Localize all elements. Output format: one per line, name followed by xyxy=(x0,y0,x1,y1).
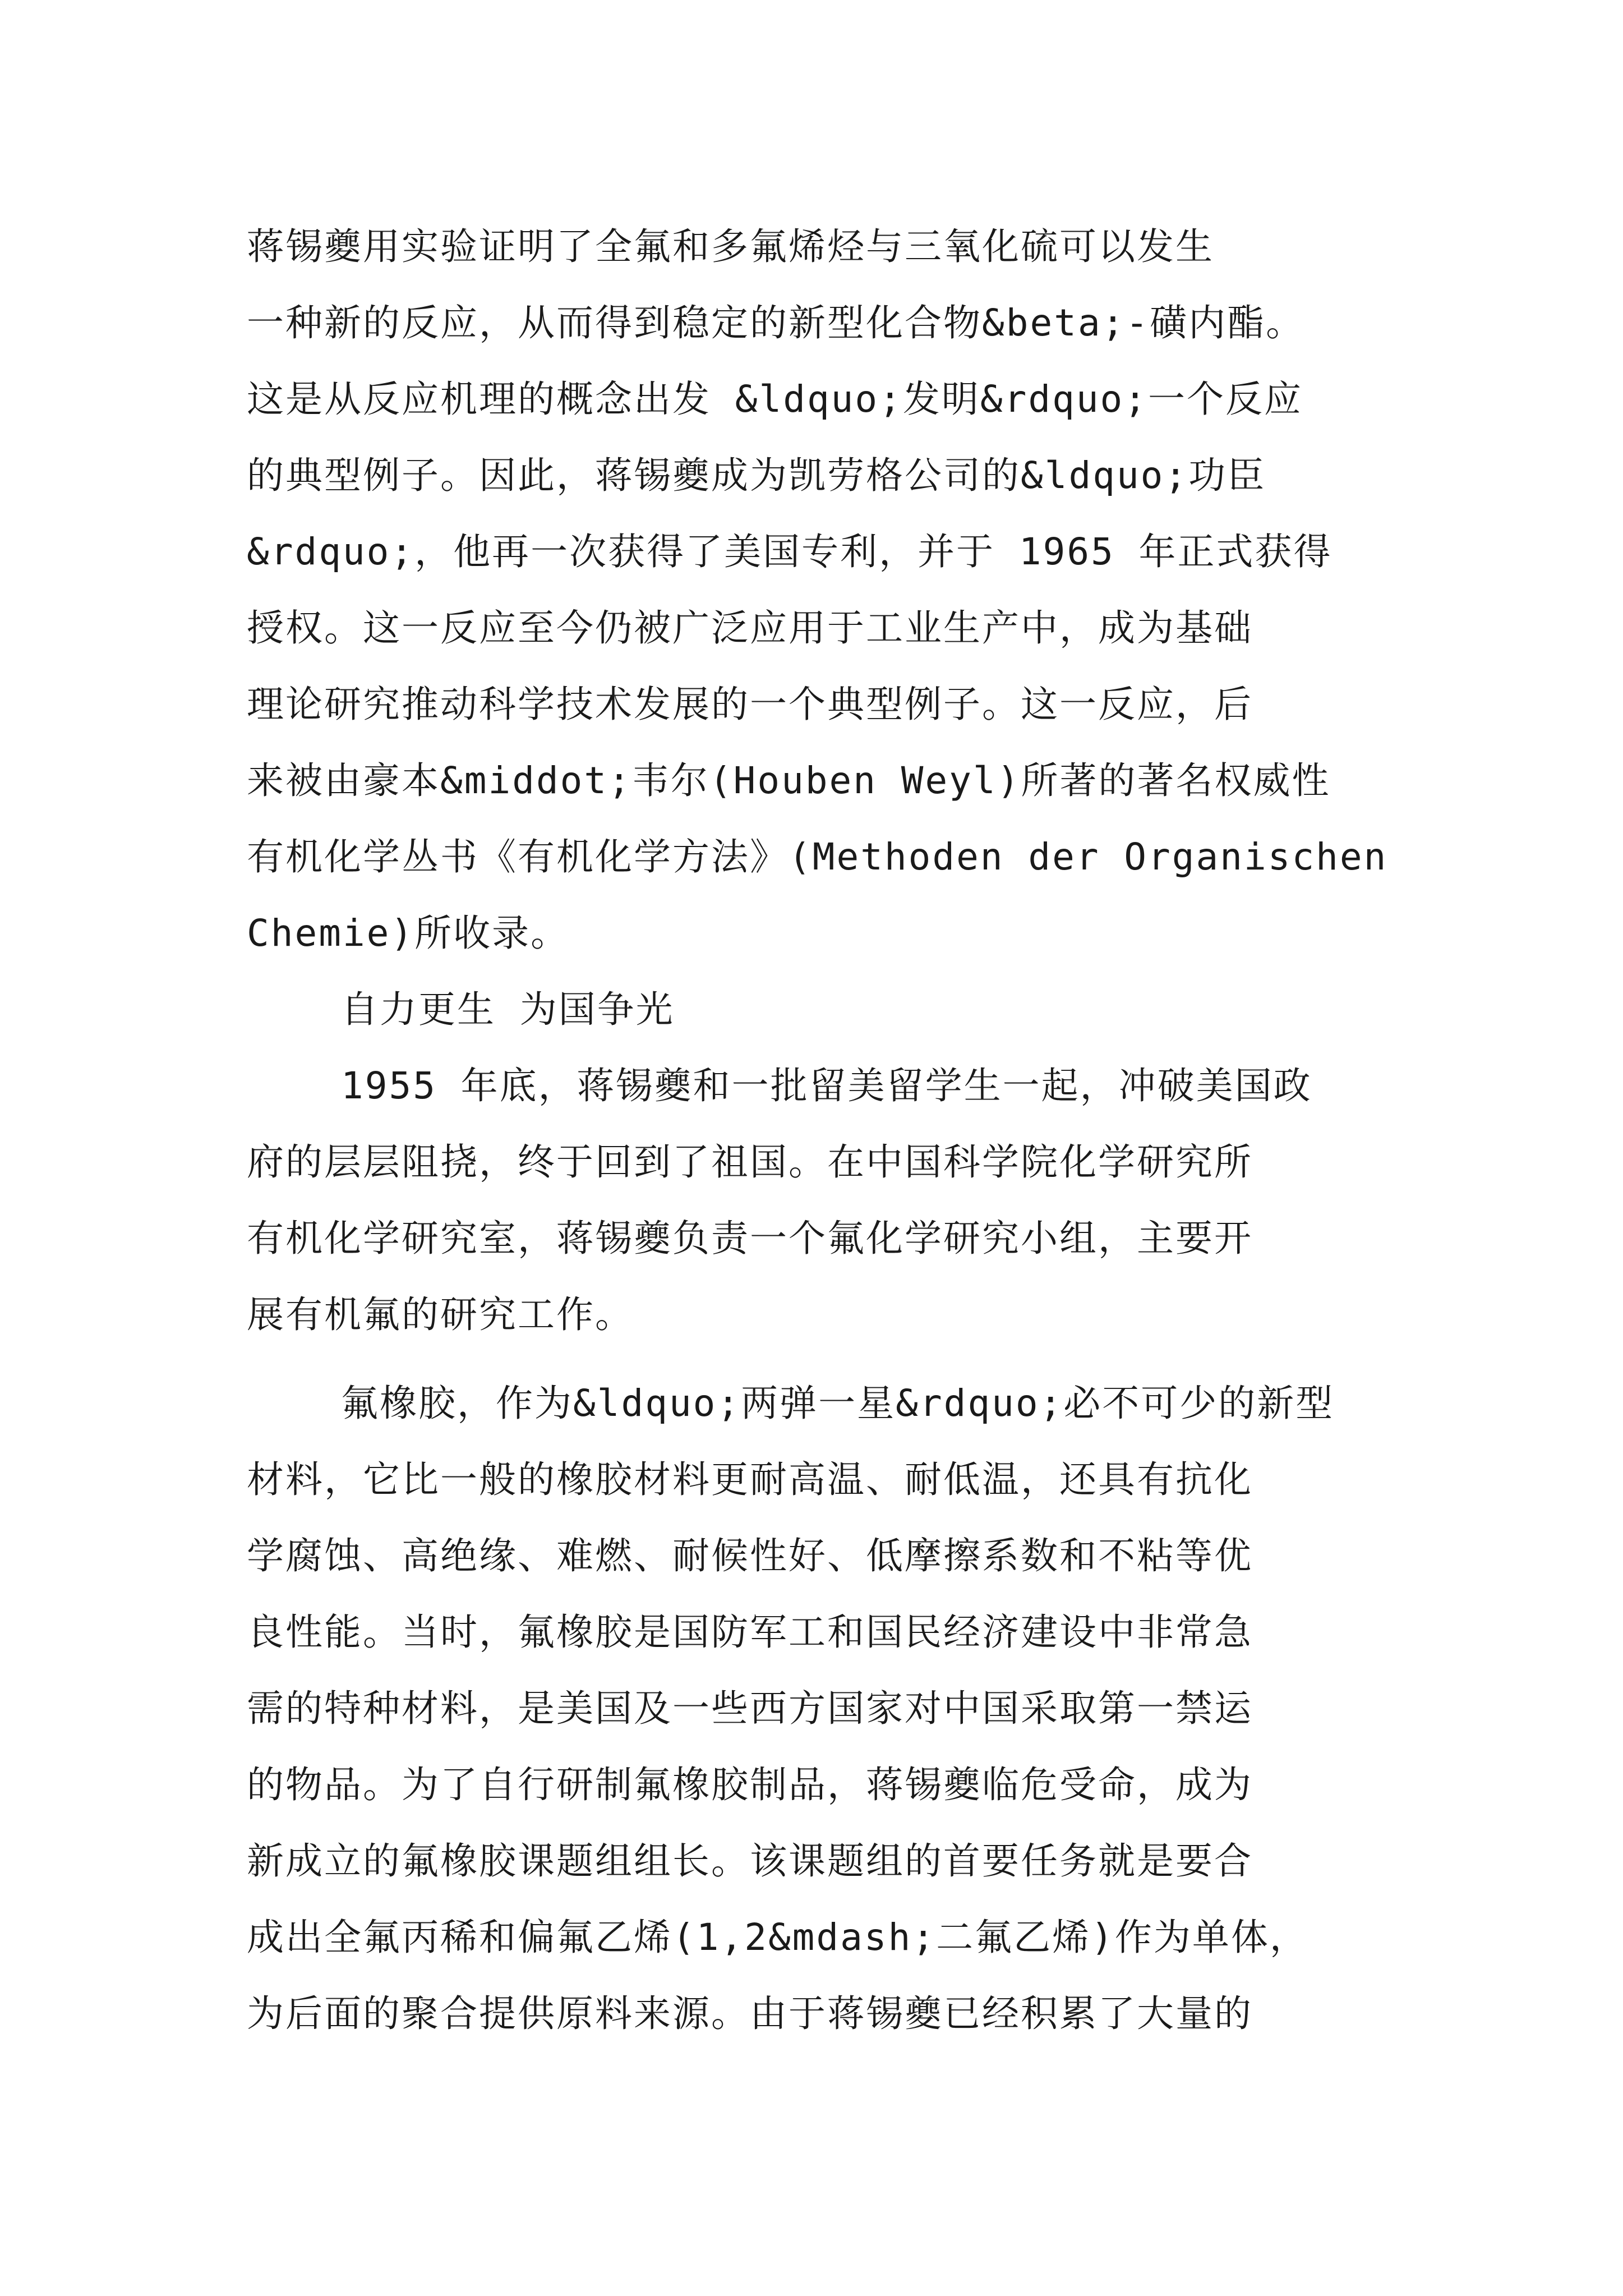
text-line: 新成立的氟橡胶课题组组长。该课题组的首要任务就是要合 xyxy=(247,1839,1253,1883)
text-line: 的物品。为了自行研制氟橡胶制品，蒋锡夔临危受命，成为 xyxy=(247,1763,1253,1806)
section-heading xyxy=(247,972,1388,1048)
text-line: 为后面的聚合提供原料来源。由于蒋锡夔已经积累了大量的 xyxy=(247,1992,1253,2035)
text-line: 理论研究推动科学技术发展的一个典型例子。这一反应，后 xyxy=(247,683,1253,726)
text-line: 氟橡胶，作为&ldquo;两弹一星&rdquo;必不可少的新型 xyxy=(341,1382,1335,1425)
text-line: 需的特种材料，是美国及一些西方国家对中国采取第一禁运 xyxy=(247,1687,1253,1730)
text-line: 来被由豪本&middot;韦尔(Houben Weyl)所著的著名权威性 xyxy=(247,759,1331,802)
paragraph xyxy=(247,1048,1388,1353)
text-line: 展有机氟的研究工作。 xyxy=(247,1293,634,1336)
text-line: 有机化学丛书《有机化学方法》(Methoden der Organischen xyxy=(247,835,1388,878)
text-line: 蒋锡夔用实验证明了全氟和多氟烯烃与三氧化硫可以发生 xyxy=(247,225,1214,268)
text-line: 有机化学研究室，蒋锡夔负责一个氟化学研究小组，主要开 xyxy=(247,1217,1253,1260)
document-body xyxy=(247,209,1388,2052)
text-line: 学腐蚀、高绝缘、难燃、耐候性好、低摩擦系数和不粘等优 xyxy=(247,1534,1253,1577)
text-line: 府的层层阻挠，终于回到了祖国。在中国科学院化学研究所 xyxy=(247,1140,1253,1184)
text-line: Chemie)所收录。 xyxy=(247,912,570,955)
text-line: 的典型例子。因此，蒋锡夔成为凯劳格公司的&ldquo;功臣 xyxy=(247,454,1266,497)
text-line: 授权。这一反应至今仍被广泛应用于工业生产中，成为基础 xyxy=(247,606,1253,650)
text-line: 这是从反应机理的概念出发 &ldquo;发明&rdquo;一个反应 xyxy=(247,378,1303,421)
text-line: 1955 年底，蒋锡夔和一批留美留学生一起，冲破美国政 xyxy=(341,1064,1312,1107)
text-line: 成出全氟丙稀和偏氟乙烯(1,2&mdash;二氟乙烯)作为单体， xyxy=(247,1916,1308,1959)
paragraph xyxy=(247,209,1388,972)
text-line: 一种新的反应，从而得到稳定的新型化合物&beta;-磺内酯。 xyxy=(247,301,1305,344)
paragraph xyxy=(247,1365,1388,2052)
text-line: &rdquo;，他再一次获得了美国专利，并于 1965 年正式获得 xyxy=(247,530,1332,573)
section-heading-text: 自力更生 为国争光 xyxy=(341,988,675,1031)
text-line: 良性能。当时，氟橡胶是国防军工和国民经济建设中非常急 xyxy=(247,1611,1253,1654)
text-line: 材料，它比一般的橡胶材料更耐高温、耐低温，还具有抗化 xyxy=(247,1458,1253,1501)
